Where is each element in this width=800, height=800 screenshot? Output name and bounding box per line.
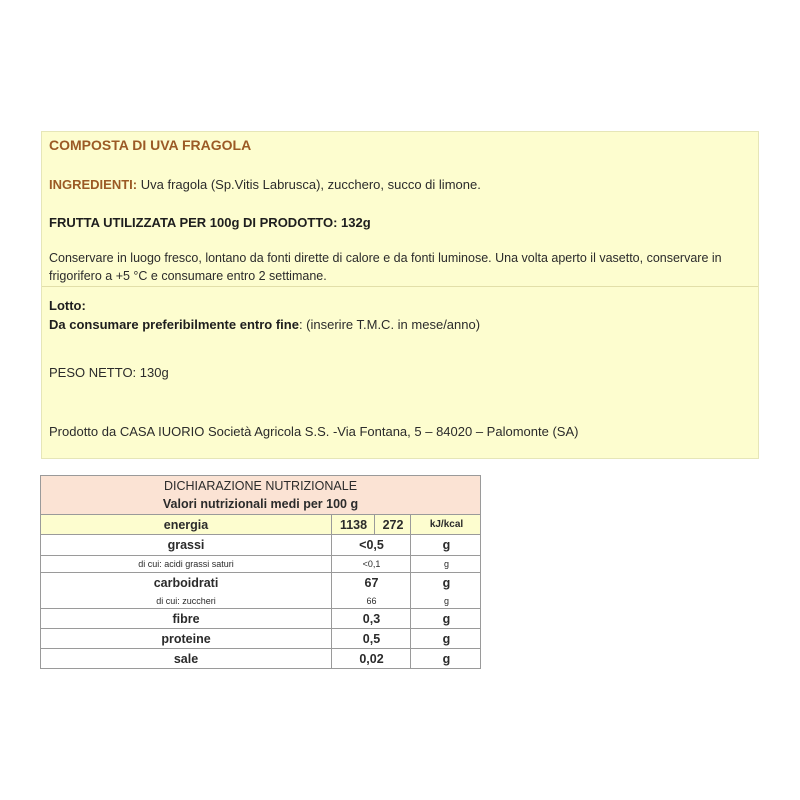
nutrition-row-energy bbox=[41, 515, 480, 535]
storage-line-1: Conservare in luogo fresco, lontano da fonti dirette di calore e da fonti luminose. Una volta aperto il vasetto, conservare in bbox=[49, 251, 722, 265]
energy-kcal: 272 bbox=[374, 515, 411, 534]
row-unit: g bbox=[410, 609, 482, 628]
row-name: sale bbox=[173, 651, 199, 666]
row-unit: g bbox=[410, 593, 482, 608]
nutrition-row bbox=[41, 629, 480, 649]
producer-line: Prodotto da CASA IUORIO Società Agricola S.S. -Via Fontana, 5 – 84020 – Palomonte (SA) bbox=[49, 424, 579, 439]
product-label bbox=[41, 131, 759, 459]
nutrition-row bbox=[41, 555, 480, 573]
row-name: energia bbox=[163, 517, 209, 532]
nutrition-header bbox=[41, 476, 480, 515]
row-value: <0,1 bbox=[331, 556, 411, 572]
row-unit: g bbox=[410, 556, 482, 572]
row-value: 0,5 bbox=[331, 629, 411, 648]
ingredients-line bbox=[49, 177, 481, 192]
lot-line: Lotto: bbox=[49, 298, 86, 313]
row-name: grassi bbox=[167, 538, 205, 552]
nutrition-row bbox=[41, 593, 480, 609]
nutrition-row bbox=[41, 609, 480, 629]
nutrition-row bbox=[41, 535, 480, 555]
row-value: <0,5 bbox=[331, 535, 411, 555]
ingredients-key: INGREDIENTI: bbox=[49, 177, 138, 192]
row-unit: g bbox=[410, 573, 482, 593]
nutrition-row bbox=[41, 649, 480, 668]
row-value: 67 bbox=[331, 573, 411, 593]
best-before-value: : (inserire T.M.C. in mese/anno) bbox=[298, 317, 481, 332]
label-divider bbox=[42, 286, 758, 287]
nutrition-row bbox=[41, 573, 480, 593]
row-name: proteine bbox=[161, 631, 211, 646]
row-name: fibre bbox=[172, 611, 200, 626]
row-unit: g bbox=[410, 629, 482, 648]
storage-line-2: frigorifero a +5 °C e consumare entro 2 settimane. bbox=[49, 269, 327, 283]
ingredients-value: Uva fragola (Sp.Vitis Labrusca), zucchero, succo di limone. bbox=[137, 177, 481, 192]
row-name: di cui: acidi grassi saturi bbox=[138, 559, 234, 569]
nutrition-title: DICHIARAZIONE NUTRIZIONALE bbox=[163, 479, 358, 493]
row-name: carboidrati bbox=[153, 576, 219, 590]
product-title: COMPOSTA DI UVA FRAGOLA bbox=[49, 137, 252, 153]
best-before-line bbox=[49, 317, 480, 332]
row-value: 0,3 bbox=[331, 609, 411, 628]
row-value: 0,02 bbox=[331, 649, 411, 668]
fruit-used-line: FRUTTA UTILIZZATA PER 100g DI PRODOTTO: 132g bbox=[49, 215, 371, 230]
nutrition-table bbox=[40, 475, 481, 669]
row-value: 66 bbox=[331, 593, 411, 608]
row-name: di cui: zuccheri bbox=[156, 595, 216, 606]
energy-kj: 1138 bbox=[331, 515, 375, 534]
nutrition-subtitle: Valori nutrizionali medi per 100 g bbox=[162, 497, 359, 511]
row-unit: kJ/kcal bbox=[410, 515, 482, 534]
row-unit: g bbox=[410, 649, 482, 668]
net-weight-line: PESO NETTO: 130g bbox=[49, 365, 169, 380]
best-before-key: Da consumare preferibilmente entro fine bbox=[49, 317, 299, 332]
row-unit: g bbox=[410, 535, 482, 555]
